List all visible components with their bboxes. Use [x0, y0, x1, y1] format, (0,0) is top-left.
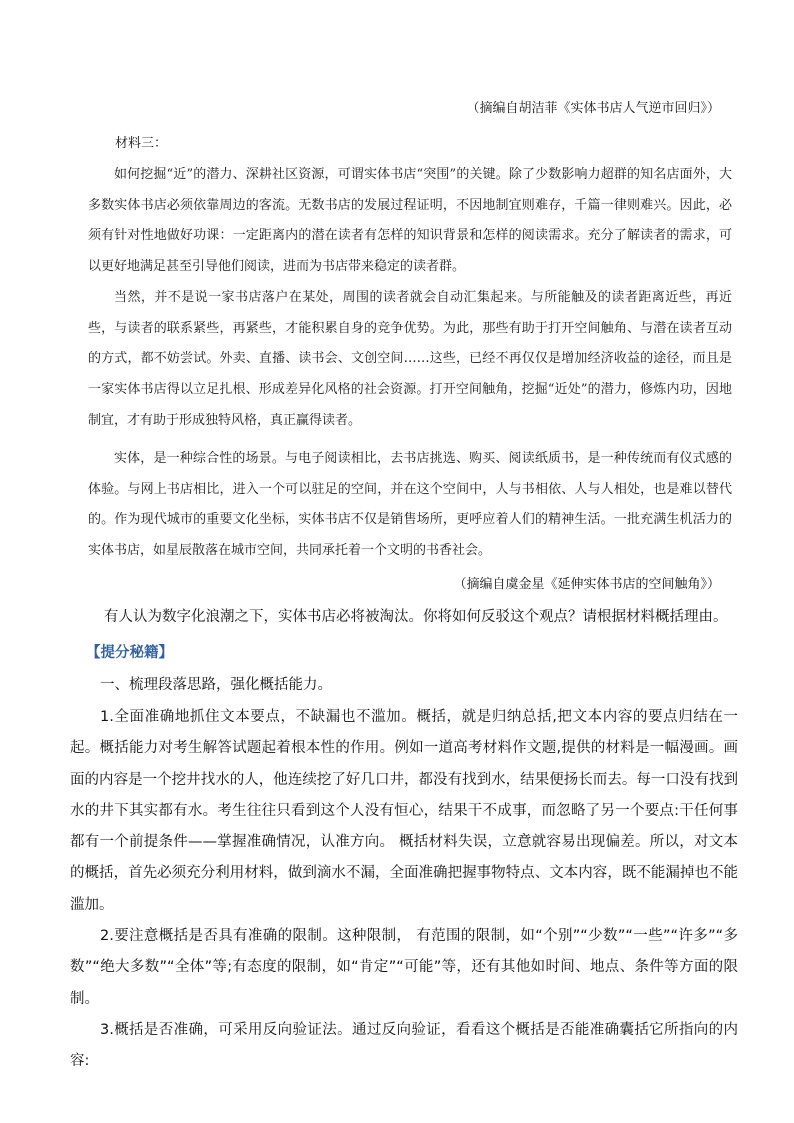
tip-paragraph-1: 1.全面准确地抓住文本要点，不缺漏也不滥加。概括，就是归纳总括,把文本内容的要点归结在一起。概括能力对考生解答试题起着根本性的作用。例如一道高考材料作文题,提供的材料是一幅漫画。画面的内容是一个挖井找水的人，他连续挖了好几口井，都没有找到水，结果便扬长而去。每一口没有找到水的井下其实都有水。考生往往只看到这个人没有恒心，结果干不成事，而忽略了另一个要点:干任何事都有一个前提条件——掌握准确情况，认准方向。 概括材料失误，立意就容易出现偏差。所以，对文本的概括，首先必须充分利用材料，做到滴水不漏，全面准确把握事物特点、文本内容，既不能漏掉也不能滥加。	[70, 709, 738, 913]
tip-paragraph-2: 2.要注意概括是否具有准确的限制。这种限制， 有范围的限制，如“个别”“少数”“一些”“许多”“多数”“绝大多数”“全体”等;有态度的限制，如“肯定”“可能”等，还有其他如时间、地点、条件等方面的限制。	[70, 928, 738, 1007]
material-paragraph-2: 当然，并不是说一家书店落户在某处，周围的读者就会自动汇集起来。与所能触及的读者距离近些，再近些，与读者的联系紧些，再紧些，才能积累自身的竞争优势。为此，那些有助于打开空间触角、与潜在读者互动的方式，都不妨尝试。外卖、直播、读书会、文创空间……这些，已经不再仅仅是增加经济收益的途径，而且是一家实体书店得以立足扎根、形成差异化风格的社会资源。打开空间触角，挖掘“近处”的潜力，修炼内功，因地制宜，才有助于形成独特风格，真正赢得读者。	[88, 290, 732, 428]
material-paragraph-1: 如何挖掘“近”的潜力、深耕社区资源，可谓实体书店“突围”的关键。除了少数影响力超群的知名店面外，大多数实体书店必须依靠周边的客流。无数书店的发展过程证明，不因地制宜则难存，千篇一律则难兴。因此，必须有针对性地做好功课：一定距离内的潜在读者有怎样的知识背景和怎样的阅读需求。充分了解读者的需求，可以更好地满足甚至引导他们阅读，进而为书店带来稳定的读者群。	[88, 167, 732, 275]
source-citation-2: （摘编自虞金星《延伸实体书店的空间触角》）	[453, 577, 720, 592]
source-citation-1: （摘编自胡洁菲《实体书店人气逆市回归》）	[466, 101, 720, 116]
tip-paragraph-3: 3.概括是否准确，可采用反向验证法。通过反向验证，看看这个概括是否能准确囊括它所指向的内容:	[70, 1022, 738, 1070]
section-title: 【提分秘籍】	[86, 645, 173, 661]
material-paragraph-3: 实体，是一种综合性的场景。与电子阅读相比，去书店挑选、购买、阅读纸质书，是一种传统而有仪式感的体验。与网上书店相比，进入一个可以驻足的空间，并在这个空间中，人与书相依、人与人相处，也是难以替代的。作为现代城市的重要文化坐标，实体书店不仅是销售场所，更呼应着人们的精神生活。一批充满生机活力的实体书店，如星辰散落在城市空间，共同承托着一个文明的书香社会。	[88, 451, 732, 559]
material-three-title: 材料三：	[115, 136, 168, 151]
question-text: 有人认为数字化浪潮之下，实体书店必将被淘汰。你将如何反驳这个观点？请根据材料概括理由。	[104, 609, 728, 625]
tip-heading-1: 一、梳理段落思路，强化概括能力。	[100, 677, 332, 693]
